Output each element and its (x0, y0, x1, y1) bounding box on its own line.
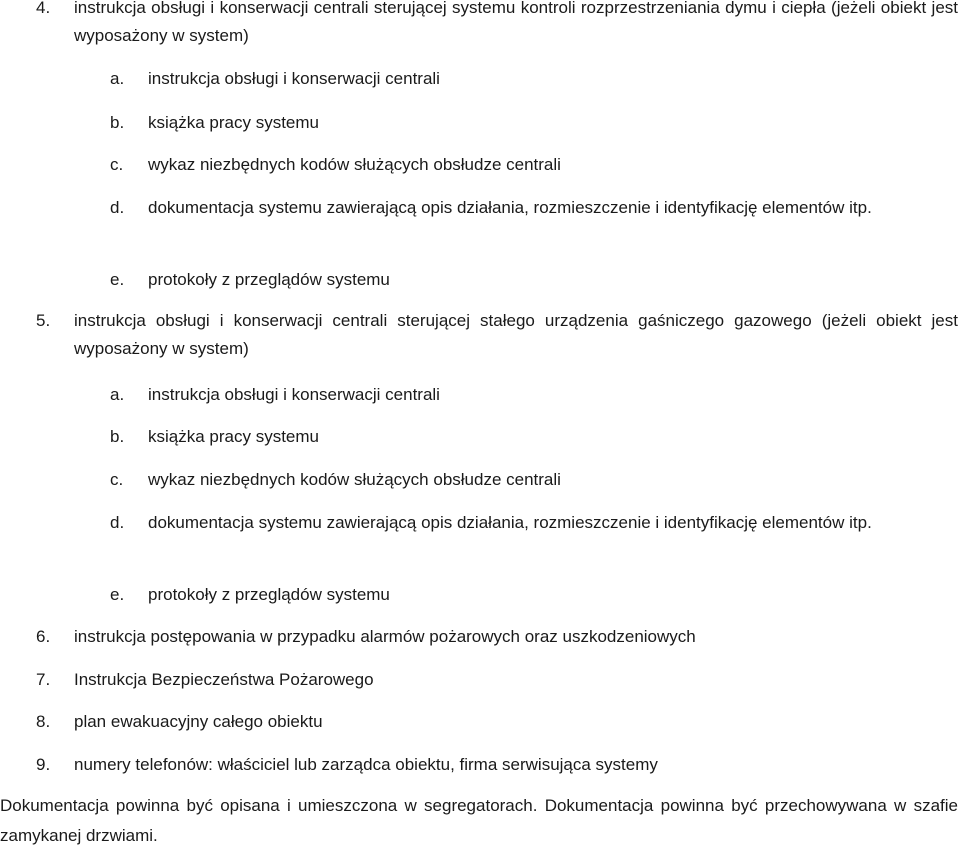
list-item-7 (36, 666, 958, 694)
sub-item-5e (110, 581, 958, 609)
sub-number: a. (110, 69, 125, 88)
sub-text: dokumentacja systemu zawierającą opis działania, rozmieszczenie i identyfikację elementów itp. (148, 198, 872, 217)
list-item-6 (36, 623, 958, 651)
list-number: 6. (36, 627, 51, 646)
list-item-4 (36, 0, 958, 50)
list-text: instrukcja obsługi i konserwacji centrali sterującej systemu kontroli rozprzestrzeniania dymu i ciepła (jeżeli obiekt jest wyposażony w system) (74, 0, 958, 45)
sub-item-5b (110, 423, 958, 451)
list-text: numery telefonów: właściciel lub zarządca obiektu, firma serwisująca systemy (74, 755, 658, 774)
sub-text: książka pracy systemu (148, 113, 319, 132)
sub-number: d. (110, 198, 125, 217)
sub-text: instrukcja obsługi i konserwacji centrali (148, 69, 440, 88)
list-item-9 (36, 751, 958, 779)
sub-number: b. (110, 427, 125, 446)
sub-text: instrukcja obsługi i konserwacji centrali (148, 385, 440, 404)
list-item-5 (36, 307, 958, 363)
list-number: 4. (36, 0, 51, 17)
sub-item-5a (110, 381, 958, 409)
sub-number: b. (110, 113, 125, 132)
sub-item-5c (110, 466, 958, 494)
sub-number: c. (110, 470, 124, 489)
list-number: 9. (36, 755, 51, 774)
sub-item-4d (110, 194, 958, 222)
sub-text: protokoły z przeglądów systemu (148, 270, 390, 289)
sub-number: d. (110, 513, 125, 532)
sub-number: e. (110, 270, 125, 289)
list-text: Instrukcja Bezpieczeństwa Pożarowego (74, 670, 374, 689)
sub-text: wykaz niezbędnych kodów służących obsłudze centrali (148, 155, 561, 174)
sub-item-4c (110, 151, 958, 179)
list-text: instrukcja obsługi i konserwacji centrali sterującej stałego urządzenia gaśniczego gazowego (jeżeli obiekt jest wyposażony w system) (74, 311, 958, 358)
sub-text: protokoły z przeglądów systemu (148, 585, 390, 604)
sub-item-4a (110, 65, 958, 93)
sub-text: wykaz niezbędnych kodów służących obsłudze centrali (148, 470, 561, 489)
sub-number: c. (110, 155, 124, 174)
list-number: 7. (36, 670, 51, 689)
list-number: 8. (36, 712, 51, 731)
list-number: 5. (36, 311, 51, 330)
sub-item-4b (110, 109, 958, 137)
sub-text: książka pracy systemu (148, 427, 319, 446)
sub-text: dokumentacja systemu zawierającą opis działania, rozmieszczenie i identyfikację elementów itp. (148, 513, 872, 532)
sub-number: e. (110, 585, 125, 604)
sub-number: a. (110, 385, 125, 404)
list-text: instrukcja postępowania w przypadku alarmów pożarowych oraz uszkodzeniowych (74, 627, 696, 646)
sub-item-4e (110, 266, 958, 294)
sub-item-5d (110, 509, 958, 537)
closing-paragraph: Dokumentacja powinna być opisana i umieszczona w segregatorach. Dokumentacja powinna być przechowywana w szafie zamykanej drzwiami. (0, 796, 958, 845)
list-text: plan ewakuacyjny całego obiektu (74, 712, 323, 731)
list-item-8 (36, 708, 958, 736)
